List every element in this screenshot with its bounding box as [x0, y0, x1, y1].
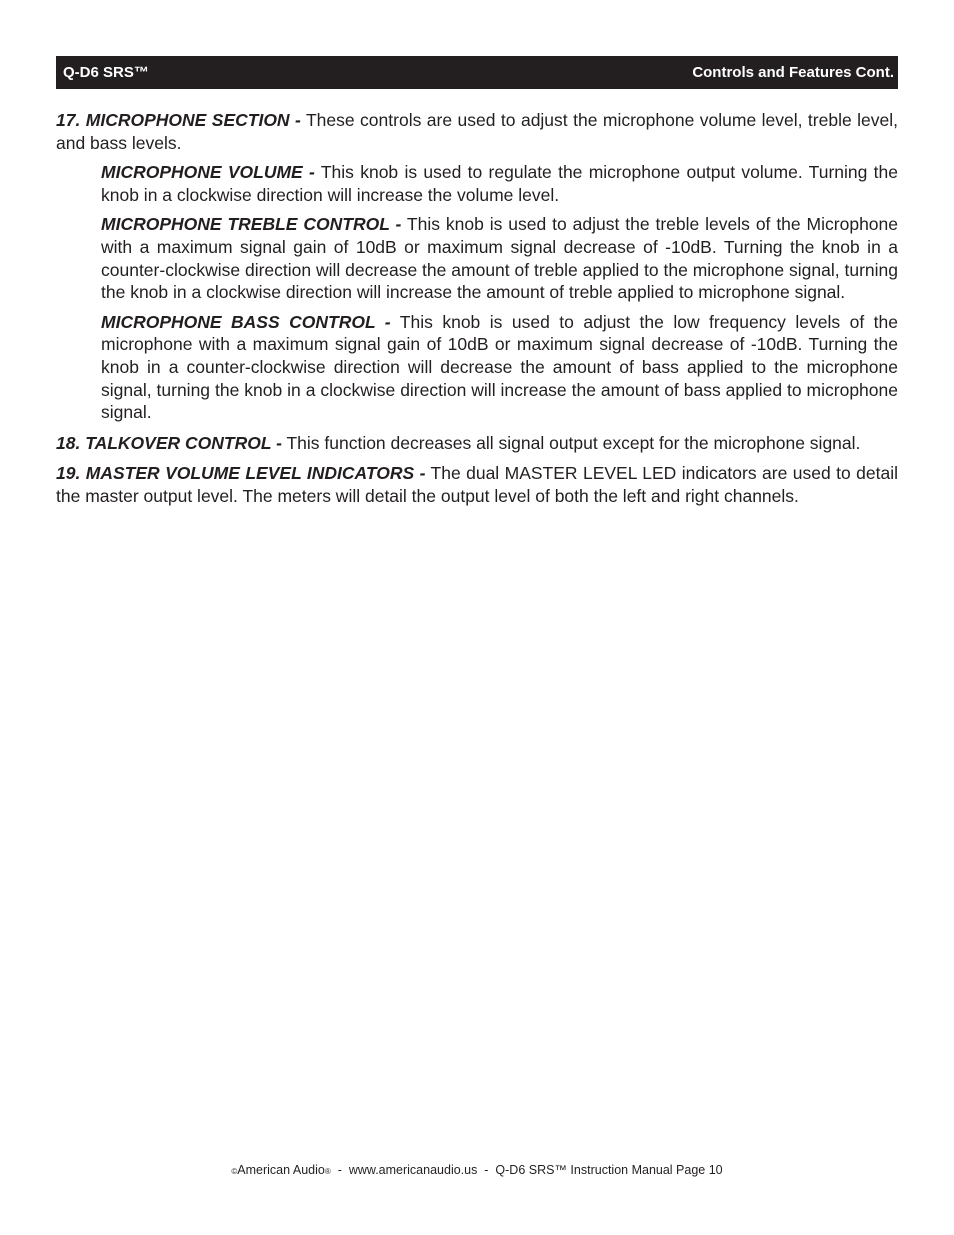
- footer-website: www.americanaudio.us: [348, 1163, 478, 1177]
- microphone-bass-item: [101, 311, 898, 424]
- header-section-title: Controls and Features Cont.: [692, 64, 894, 81]
- microphone-treble-item: [101, 213, 898, 303]
- header-product-name: Q-D6 SRS™: [63, 64, 149, 81]
- section-17-text: These controls are used to adjust the microphone volume level, treble level, and bass levels.: [56, 110, 898, 153]
- copyright-symbol: ©: [231, 1167, 238, 1176]
- page-footer: [0, 1163, 954, 1177]
- section-18-text: This function decreases all signal output except for the microphone signal.: [281, 432, 861, 453]
- section-18-talkover: [56, 432, 898, 455]
- section-17-microphone: [56, 109, 898, 154]
- microphone-treble-text: This knob is used to adjust the treble levels of the Microphone with a maximum signal gain of 10dB or maximum signal decrease of -10dB. Turning the knob in a counter-clockwise direction will decrease the amount of treble applied to the microphone signal, turning the knob in a clockwise direction will increase the amount of treble applied to microphone signal.: [101, 214, 898, 303]
- microphone-treble-heading: MICROPHONE TREBLE CONTROL -: [101, 214, 402, 235]
- section-17-heading: 17. MICROPHONE SECTION -: [56, 110, 301, 130]
- manual-content: [56, 109, 898, 508]
- microphone-volume-text: This knob is used to regulate the microphone output volume. Turning the knob in a clockwise direction will increase the volume level.: [101, 162, 898, 205]
- section-19-text: The dual MASTER LEVEL LED indicators are used to detail the master output level. The meters will detail the output level of both the left and right channels.: [56, 463, 898, 506]
- microphone-volume-heading: MICROPHONE VOLUME -: [101, 162, 315, 183]
- footer-separator-2: -: [477, 1163, 496, 1177]
- footer-separator-1: -: [330, 1163, 349, 1177]
- microphone-volume-item: [101, 161, 898, 206]
- microphone-bass-heading: MICROPHONE BASS CONTROL -: [101, 311, 391, 332]
- page-header-bar: [56, 56, 898, 89]
- microphone-bass-text: This knob is used to adjust the low frequency levels of the microphone with a maximum signal gain of 10dB or maximum signal decrease of -10dB. Turning the knob in a counter-clockwise direction will decrease the amount of bass applied to the microphone signal, turning the knob in a clockwise direction will increase the amount of bass applied to microphone signal.: [101, 311, 898, 423]
- section-18-heading: 18. TALKOVER CONTROL -: [56, 432, 282, 453]
- section-19-heading: 19. MASTER VOLUME LEVEL INDICATORS -: [56, 463, 426, 484]
- footer-manual-page: Q-D6 SRS™ Instruction Manual Page 10: [495, 1163, 723, 1177]
- section-19-master-level: [56, 462, 898, 507]
- registered-symbol: ®: [324, 1167, 331, 1176]
- footer-company: American Audio: [237, 1163, 325, 1177]
